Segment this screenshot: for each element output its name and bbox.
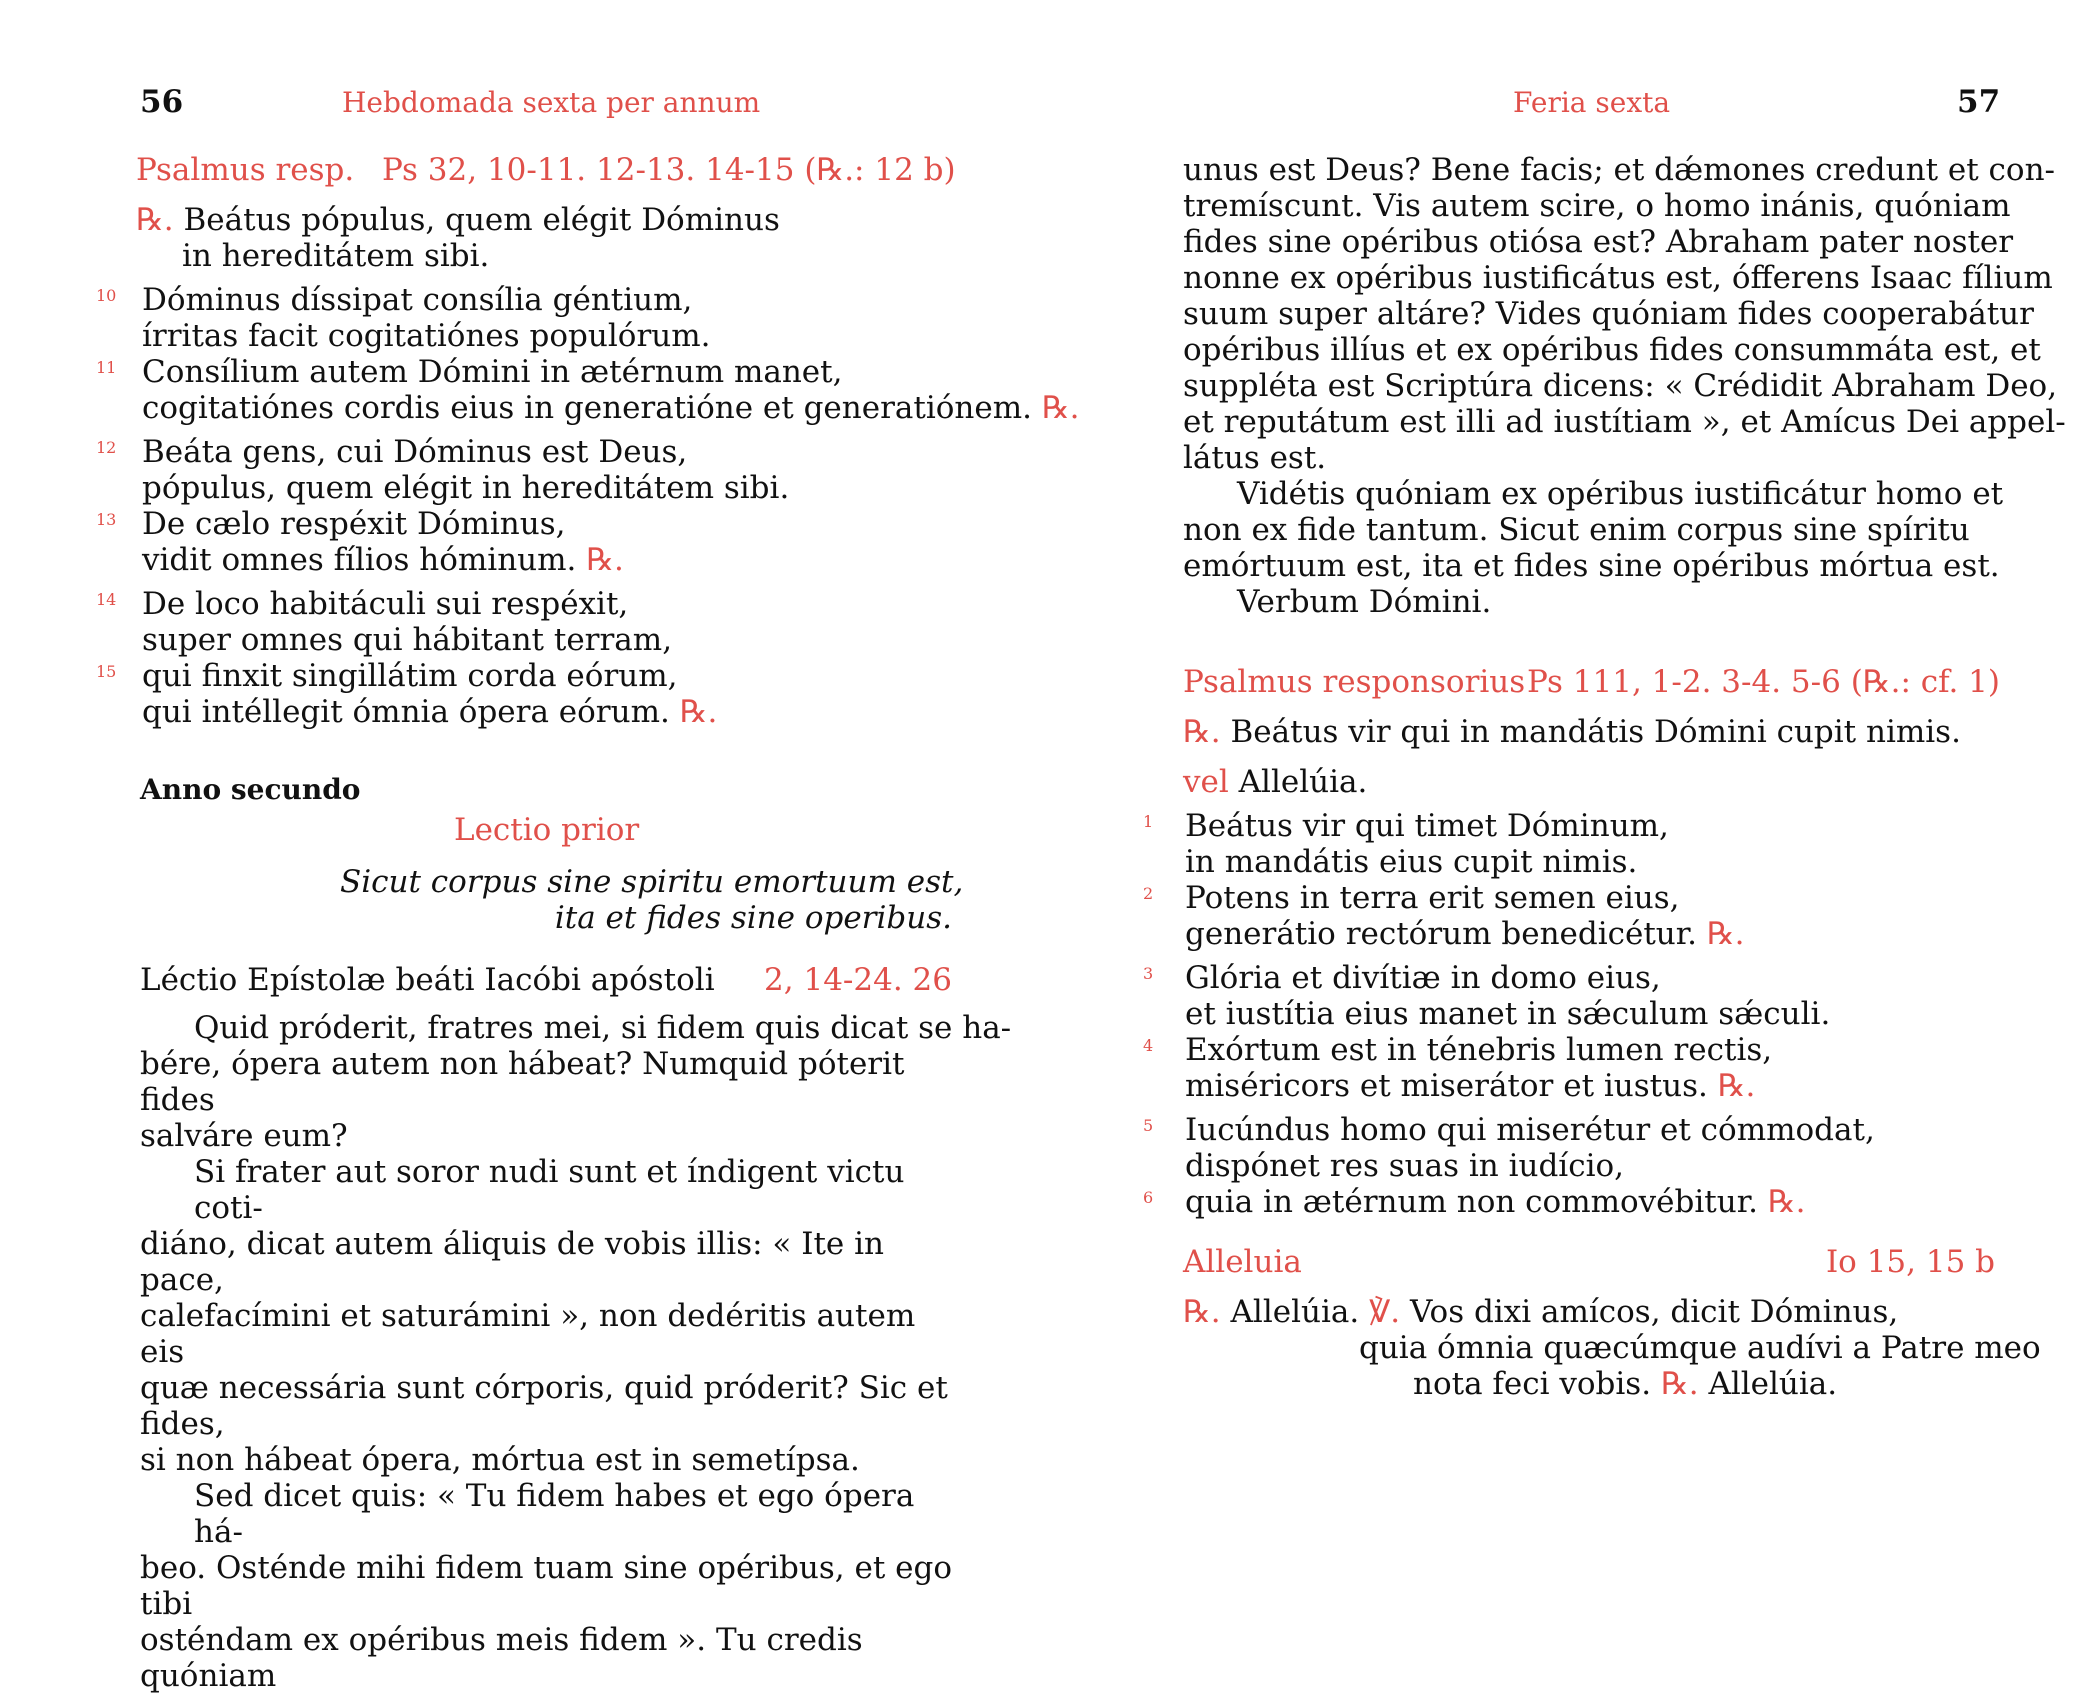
reading-body — [140, 1010, 1012, 1694]
versicle-text: Vos dixi amícos, dicit Dóminus, — [1410, 1294, 1899, 1330]
body-line: calefacímini et saturámini », non dedéritis autem eis — [140, 1298, 916, 1370]
anno-heading: Anno secundo — [140, 773, 361, 806]
alleluia-line — [1413, 1366, 1837, 1402]
body-line: osténdam ex opéribus meis fidem ». Tu credis quóniam — [140, 1622, 863, 1694]
psalm-line: De cælo respéxit Dóminus, — [142, 506, 566, 542]
psalm-line: super omnes qui hábitant terram, — [142, 622, 673, 658]
psalm-line: Consílium autem Dómini in ætérnum manet, — [142, 354, 843, 390]
reading-title: Léctio Epístolæ beáti Iacóbi apóstoli — [140, 962, 715, 998]
body-line: opéribus illíus et ex opéribus fides consummáta est, et — [1183, 332, 2041, 368]
psalm-line: Beátus vir qui timet Dóminum, — [1185, 808, 1669, 844]
psalm-response — [136, 202, 780, 274]
body-line: suppléta est Scriptúra dicens: « Crédidit Abraham Deo, — [1183, 368, 2058, 404]
psalm-line: generátio rectórum benedicétur. — [1185, 916, 1698, 952]
verse-number: 4 — [1143, 1036, 1154, 1055]
response-symbol: ℞. — [1767, 1184, 1806, 1220]
response-symbol: ℞. — [1041, 390, 1080, 426]
psalm-reference: Ps 32, 10-11. 12-13. 14-15 (℞.: 12 b) — [382, 152, 956, 188]
psalm-line: pópulus, quem elégit in hereditátem sibi. — [142, 470, 790, 506]
body-line: nonne ex opéribus iustificátus est, ófferens Isaac fílium — [1183, 260, 2053, 296]
psalm-line: quia in ætérnum non commovébitur. — [1185, 1184, 1758, 1220]
psalm-line: Iucúndus homo qui miserétur et cómmodat, — [1185, 1112, 1875, 1148]
reading-body — [1183, 152, 2066, 620]
response-symbol: ℞. — [136, 202, 174, 238]
psalm-line: et iustítia eius manet in sǽculum sǽculi. — [1185, 996, 1831, 1032]
verse-number: 15 — [96, 662, 117, 681]
psalm-line: qui intéllegit ómnia ópera eórum. — [142, 694, 670, 730]
vel-label: vel — [1183, 764, 1229, 800]
body-line: látus est. — [1183, 440, 1327, 476]
psalm-line: Potens in terra erit semen eius, — [1185, 880, 1680, 916]
response-symbol: ℞. — [586, 542, 624, 578]
alleluia-text: Allelúia. — [1230, 1294, 1360, 1330]
response-line: Beátus pópulus, quem elégit Dóminus — [183, 202, 780, 238]
summary-line: Sicut corpus sine spiritu emortuum est, — [340, 864, 964, 900]
psalm-line: in mandátis eius cupit nimis. — [1185, 844, 1638, 880]
psalm-line: írritas facit cogitatiónes populórum. — [142, 318, 711, 354]
versicle-symbol: ℣. — [1369, 1294, 1401, 1330]
verse-number: 11 — [96, 358, 117, 377]
psalm-verse — [1185, 1112, 1875, 1220]
body-line: unus est Deus? Bene facis; et dǽmones credunt et con- — [1183, 152, 2056, 188]
running-head: Feria sexta — [1513, 86, 1671, 119]
verse-number: 5 — [1143, 1116, 1154, 1135]
body-line: si non hábeat ópera, mórtua est in semetípsa. — [140, 1442, 860, 1478]
body-line: Quid próderit, fratres mei, si fidem quis dicat se ha- — [194, 1010, 1012, 1046]
psalm-reference: Ps 111, 1-2. 3-4. 5-6 (℞.: cf. 1) — [1527, 664, 2000, 700]
summary-line: ita et fides sine operibus. — [554, 900, 952, 936]
psalm-verse — [142, 434, 789, 578]
body-line: suum super altáre? Vides quóniam fides cooperabátur — [1183, 296, 2034, 332]
psalm-title: Psalmus responsorius — [1183, 664, 1526, 700]
response-symbol: ℞. — [1183, 714, 1221, 750]
psalm-alternative — [1183, 764, 1367, 800]
alleluia-line: quia ómnia quæcúmque audívi a Patre meo — [1359, 1330, 2041, 1366]
verse-number: 2 — [1143, 884, 1154, 903]
body-line: et reputátum est illi ad iustítiam », et Amícus Dei appel- — [1183, 404, 2066, 440]
page-number: 56 — [140, 84, 184, 120]
body-line: salváre eum? — [140, 1118, 348, 1154]
right-page — [1039, 0, 2078, 1500]
alleluia-title: Alleluia — [1183, 1244, 1302, 1280]
psalm-line: Beáta gens, cui Dóminus est Deus, — [142, 434, 688, 470]
psalm-verse — [142, 282, 1080, 426]
response-symbol: ℞. — [1717, 1068, 1756, 1104]
response-line: in hereditátem sibi. — [182, 238, 490, 274]
response-symbol: ℞. — [1660, 1366, 1699, 1402]
verse-number: 14 — [96, 590, 117, 609]
body-line: emórtuum est, ita et fides sine opéribus mórtua est. — [1183, 548, 2000, 584]
psalm-line: qui finxit singillátim corda eórum, — [142, 658, 678, 694]
verse-number: 10 — [96, 286, 117, 305]
body-line: Sed dicet quis: « Tu fidem habes et ego ópera há- — [194, 1478, 915, 1550]
response-symbol: ℞. — [679, 694, 718, 730]
response-line: Beátus vir qui in mandátis Dómini cupit nimis. — [1230, 714, 1961, 750]
alleluia-line — [1183, 1294, 1898, 1330]
body-line: Vidétis quóniam ex opéribus iustificátur homo et — [1237, 476, 2004, 512]
alleluia-text: Allelúia. — [1238, 764, 1368, 800]
psalm-verse — [1185, 808, 1745, 952]
psalm-line: De loco habitáculi sui respéxit, — [142, 586, 629, 622]
verse-number: 6 — [1143, 1188, 1154, 1207]
psalm-line: dispónet res suas in iudício, — [1185, 1148, 1625, 1184]
psalm-line: Exórtum est in ténebris lumen rectis, — [1185, 1032, 1773, 1068]
body-line: fides sine opéribus otiósa est? Abraham pater noster — [1183, 224, 2014, 260]
response-symbol: ℞. — [1183, 1294, 1221, 1330]
body-line: Si frater aut soror nudi sunt et índigent victu coti- — [194, 1154, 905, 1226]
body-line: beo. Osténde mihi fidem tuam sine opéribus, et ego tibi — [140, 1550, 952, 1622]
page-number: 57 — [1957, 84, 2001, 120]
verse-number: 13 — [96, 510, 117, 529]
verse-number: 3 — [1143, 964, 1154, 983]
alleluia-text: Allelúia. — [1708, 1366, 1838, 1402]
body-line: quæ necessária sunt córporis, quid próderit? Sic et fides, — [140, 1370, 948, 1442]
body-line: non ex fide tantum. Sicut enim corpus sine spíritu — [1183, 512, 1970, 548]
reading-header — [140, 962, 952, 998]
body-line: diáno, dicat autem áliquis de vobis illis: « Ite in pace, — [140, 1226, 884, 1298]
psalm-verse — [142, 586, 717, 730]
verse-number: 1 — [1143, 812, 1154, 831]
alleluia-header — [1183, 1244, 1995, 1280]
lectio-title: Lectio prior — [454, 812, 640, 848]
psalm-line: miséricors et miserátor et iustus. — [1185, 1068, 1708, 1104]
running-head: Hebdomada sexta per annum — [342, 86, 761, 119]
reading-reference: 2, 14-24. 26 — [764, 962, 952, 998]
psalm-line: vidit omnes fílios hóminum. — [142, 542, 577, 578]
psalm-response — [1183, 714, 1961, 750]
body-line: Verbum Dómini. — [1237, 584, 1492, 620]
psalm-verse — [1185, 960, 1830, 1104]
versicle-text: nota feci vobis. — [1413, 1366, 1652, 1402]
psalm-line: cogitatiónes cordis eius in generatióne et generatiónem. — [142, 390, 1032, 426]
psalm-line: Dóminus díssipat consília géntium, — [142, 282, 693, 318]
reading-summary — [340, 864, 964, 936]
response-symbol: ℞. — [1706, 916, 1745, 952]
verse-number: 12 — [96, 438, 117, 457]
body-line: bére, ópera autem non hábeat? Numquid póterit fides — [140, 1046, 905, 1118]
body-line: tremíscunt. Vis autem scire, o homo inánis, quóniam — [1183, 188, 2011, 224]
alleluia-reference: Io 15, 15 b — [1825, 1244, 1995, 1280]
psalm-line: Glória et divítiæ in domo eius, — [1185, 960, 1661, 996]
psalm-title: Psalmus resp. — [136, 152, 355, 188]
